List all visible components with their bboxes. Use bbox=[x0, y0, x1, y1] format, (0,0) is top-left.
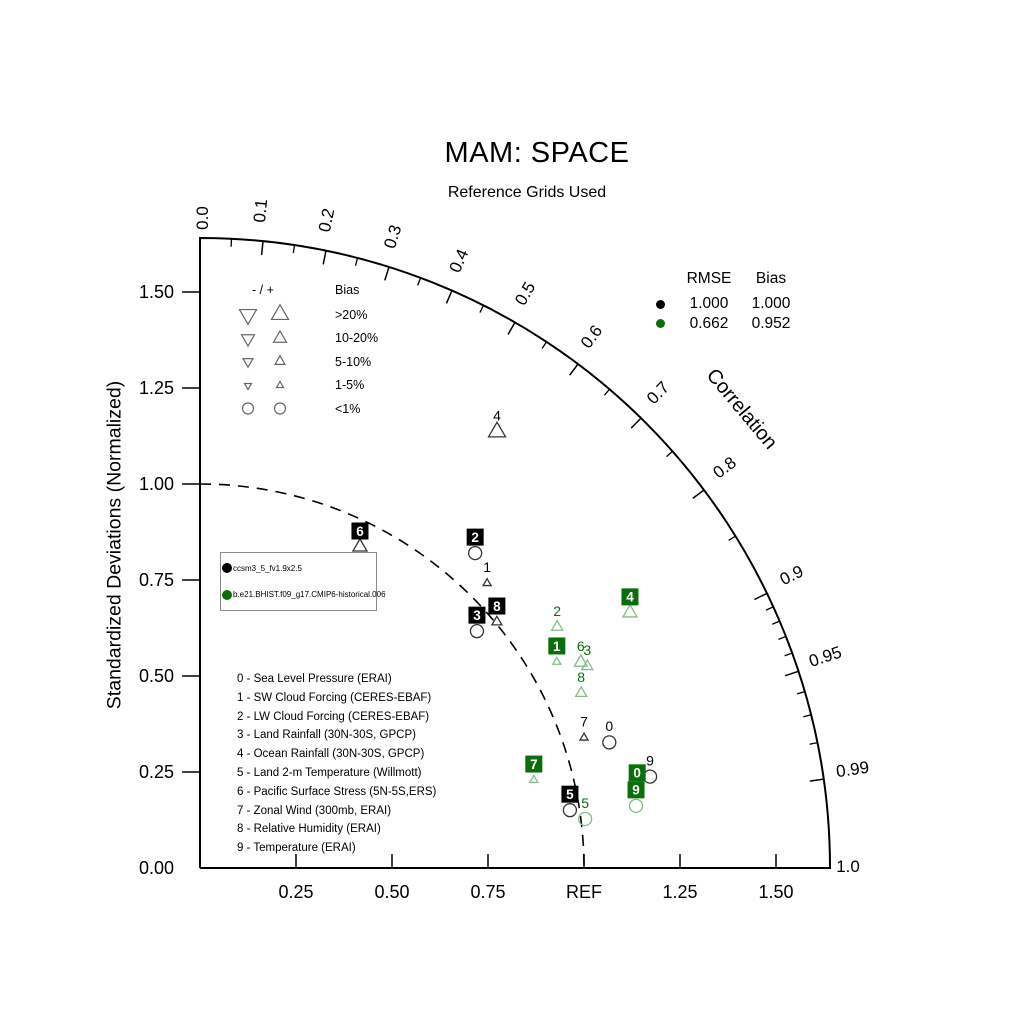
marker-symbol bbox=[353, 539, 367, 551]
corr-minor-tick bbox=[729, 536, 736, 540]
model-name: b.e21.BHIST.f09_g17.CMIP6-historical.006 bbox=[233, 590, 386, 600]
marker-number: 3 bbox=[583, 642, 592, 659]
model-color-dot bbox=[222, 590, 232, 600]
marker-symbol bbox=[552, 621, 563, 631]
marker-symbol bbox=[553, 657, 561, 664]
y-tick-label: 0.50 bbox=[138, 666, 174, 686]
variable-list-item: 9 - Temperature (ERAI) bbox=[237, 842, 356, 855]
marker-symbol bbox=[580, 733, 588, 740]
corr-minor-tick bbox=[785, 653, 793, 656]
bias-range-label: >20% bbox=[335, 307, 368, 322]
bias-legend-row bbox=[228, 374, 378, 398]
marker-number: 0 bbox=[605, 718, 614, 735]
bias-legend-row bbox=[228, 350, 378, 374]
corr-tick-label: 1.0 bbox=[836, 857, 860, 876]
marker-symbol bbox=[489, 422, 506, 437]
bias-symbol-pair bbox=[228, 350, 298, 373]
bias-range-label: 10-20% bbox=[335, 331, 379, 346]
corr-tick-label: 0.6 bbox=[576, 321, 607, 352]
correlation-axis-title: Correlation bbox=[701, 364, 782, 454]
marker-number: 6 bbox=[576, 638, 585, 655]
marker-symbol bbox=[576, 687, 587, 697]
bias-legend-row bbox=[228, 397, 378, 421]
bias-symbol-pair bbox=[228, 397, 298, 420]
corr-minor-tick bbox=[797, 692, 805, 694]
corr-tick-label: 0.9 bbox=[776, 561, 807, 590]
rmse-value: 0.662 bbox=[689, 314, 729, 332]
neutral-bias-circle-icon bbox=[275, 403, 286, 414]
variable-list-item: 0 - Sea Level Pressure (ERAI) bbox=[237, 673, 392, 685]
corr-tick-label: 0.2 bbox=[314, 206, 339, 234]
marker-number: 1 bbox=[553, 638, 561, 654]
y-tick-label: 0.25 bbox=[138, 762, 174, 782]
case-color-dot bbox=[656, 300, 665, 309]
x-tick-label: 0.50 bbox=[374, 882, 410, 902]
corr-major-tick bbox=[570, 364, 578, 375]
marker-symbol bbox=[603, 736, 616, 749]
corr-tick-label: 0.0 bbox=[193, 206, 212, 230]
corr-minor-tick bbox=[604, 389, 609, 395]
rmse-bias-legend-row bbox=[648, 295, 802, 315]
corr-tick-label: 0.8 bbox=[709, 452, 740, 483]
marker-symbol bbox=[530, 775, 538, 782]
corr-minor-tick bbox=[778, 636, 785, 639]
y-tick-label: 1.50 bbox=[138, 282, 174, 302]
corr-minor-tick bbox=[418, 278, 421, 285]
negative-bias-triangle-icon bbox=[242, 334, 255, 345]
variable-list-item: 4 - Ocean Rainfall (30N-30S, GPCP) bbox=[237, 748, 425, 761]
marker-number: 0 bbox=[633, 765, 641, 781]
bias-range-label: <1% bbox=[335, 401, 361, 416]
variable-list-item: 2 - LW Cloud Forcing (CERES-EBAF) bbox=[237, 710, 430, 723]
bias-symbol-pair bbox=[228, 374, 298, 397]
bias-symbol-pair bbox=[228, 327, 298, 350]
corr-minor-tick bbox=[667, 451, 673, 456]
corr-major-tick bbox=[262, 241, 263, 255]
bias-sign-header: - / + bbox=[252, 283, 274, 297]
model-legend-box bbox=[220, 552, 386, 611]
legend-dot-cell bbox=[648, 300, 678, 309]
negative-bias-triangle-icon bbox=[240, 310, 257, 325]
x-tick-label: 1.25 bbox=[662, 882, 698, 902]
chart-subtitle: Reference Grids Used bbox=[447, 184, 607, 201]
corr-minor-tick bbox=[480, 305, 484, 312]
bias-value: 1.000 bbox=[751, 295, 791, 313]
model-color-dot bbox=[222, 563, 232, 573]
marker-number: 5 bbox=[566, 786, 574, 802]
rmse-header: RMSE bbox=[686, 269, 732, 287]
x-tick-label: REF bbox=[566, 882, 602, 902]
marker-number: 8 bbox=[577, 669, 586, 686]
rmse-bias-legend-row bbox=[648, 314, 802, 334]
variable-list-item: 5 - Land 2-m Temperature (Willmott) bbox=[237, 766, 422, 779]
bias-header: Bias bbox=[755, 269, 787, 287]
corr-tick-label: 0.99 bbox=[834, 757, 871, 782]
variable-list bbox=[237, 670, 436, 858]
x-tick-label: 0.25 bbox=[278, 882, 314, 902]
marker-symbol bbox=[563, 804, 576, 817]
model-name: ccsm3_5_fv1.9x2.5 bbox=[233, 563, 302, 573]
marker-number: 1 bbox=[483, 559, 491, 576]
bias-symbol-pair bbox=[228, 303, 298, 326]
corr-major-tick bbox=[810, 779, 824, 781]
y-tick-label: 0.00 bbox=[138, 858, 174, 878]
variable-list-item: 1 - SW Cloud Forcing (CERES-EBAF) bbox=[237, 691, 432, 704]
bias-value: 0.952 bbox=[751, 314, 791, 332]
bias-legend-row bbox=[228, 327, 378, 351]
y-tick-label: 1.25 bbox=[138, 378, 174, 398]
corr-minor-tick bbox=[356, 258, 358, 266]
marker-symbol bbox=[483, 579, 491, 586]
rmse-value: 1.000 bbox=[689, 295, 729, 313]
variable-list-item: 3 - Land Rainfall (30N-30S, GPCP) bbox=[237, 729, 416, 742]
case-color-dot bbox=[656, 319, 665, 328]
marker-number: 3 bbox=[473, 607, 481, 623]
bias-legend-header bbox=[228, 280, 378, 300]
corr-major-tick bbox=[323, 251, 326, 265]
marker-number: 6 bbox=[356, 523, 364, 539]
y-tick-label: 0.75 bbox=[138, 570, 174, 590]
corr-tick-label: 0.5 bbox=[511, 278, 540, 309]
corr-tick-label: 0.95 bbox=[806, 642, 844, 671]
variable-list-item: 6 - Pacific Surface Stress (5N-5S,ERS) bbox=[237, 785, 437, 798]
marker-number: 7 bbox=[580, 713, 588, 730]
marker-number: 2 bbox=[553, 602, 562, 619]
rmse-bias-legend-header bbox=[648, 269, 802, 289]
marker-number: 9 bbox=[646, 752, 654, 769]
bias-range-label: 5-10% bbox=[335, 354, 372, 369]
variable-list-item: 7 - Zonal Wind (300mb, ERAI) bbox=[237, 804, 392, 817]
marker-number: 4 bbox=[626, 589, 634, 605]
marker-number: 5 bbox=[581, 794, 590, 811]
corr-tick-label: 0.3 bbox=[380, 222, 406, 251]
corr-minor-tick bbox=[293, 245, 294, 253]
corr-minor-tick bbox=[766, 607, 773, 610]
y-axis-title: Standardized Deviations (Normalized) bbox=[103, 380, 126, 710]
legend-dot-cell bbox=[648, 319, 678, 328]
marker-symbol bbox=[470, 625, 483, 638]
bias-size-legend bbox=[228, 280, 378, 421]
corr-major-tick bbox=[754, 593, 767, 599]
x-tick-label: 1.50 bbox=[758, 882, 794, 902]
corr-major-tick bbox=[785, 671, 798, 675]
marker-number: 9 bbox=[632, 782, 640, 798]
positive-bias-triangle-icon bbox=[274, 331, 287, 342]
model-legend-row bbox=[221, 563, 376, 573]
negative-bias-triangle-icon bbox=[243, 359, 253, 368]
model-legend-row bbox=[221, 590, 386, 600]
corr-major-tick bbox=[508, 322, 515, 334]
x-tick-label: 0.75 bbox=[470, 882, 506, 902]
marker-symbol bbox=[623, 605, 637, 617]
corr-major-tick bbox=[385, 267, 389, 280]
corr-minor-tick bbox=[772, 621, 779, 624]
corr-minor-tick bbox=[810, 743, 818, 745]
marker-number: 4 bbox=[493, 407, 501, 424]
bias-range-label: 1-5% bbox=[335, 378, 365, 393]
positive-bias-triangle-icon bbox=[272, 305, 289, 320]
corr-tick-label: 0.1 bbox=[249, 198, 272, 224]
marker-number: 8 bbox=[493, 598, 501, 614]
bias-magnitude-header: Bias bbox=[335, 283, 360, 297]
positive-bias-triangle-icon bbox=[275, 356, 285, 365]
marker-symbol bbox=[630, 799, 643, 812]
corr-minor-tick bbox=[803, 715, 811, 717]
corr-major-tick bbox=[631, 418, 641, 428]
chart-title: MAM: SPACE bbox=[444, 137, 630, 169]
y-tick-label: 1.00 bbox=[138, 474, 174, 494]
corr-minor-tick bbox=[542, 342, 546, 349]
variable-list-item: 8 - Relative Humidity (ERAI) bbox=[237, 823, 381, 836]
corr-tick-label: 0.7 bbox=[643, 377, 674, 408]
marker-number: 2 bbox=[471, 529, 479, 545]
negative-bias-triangle-icon bbox=[245, 383, 252, 389]
neutral-bias-circle-icon bbox=[243, 403, 254, 414]
corr-major-tick bbox=[446, 291, 452, 304]
marker-number: 7 bbox=[530, 756, 538, 772]
bias-legend-row bbox=[228, 303, 378, 327]
corr-tick-label: 0.4 bbox=[445, 246, 473, 276]
corr-major-tick bbox=[693, 490, 704, 498]
marker-symbol bbox=[469, 547, 482, 560]
rmse-bias-legend bbox=[648, 269, 802, 334]
positive-bias-triangle-icon bbox=[277, 381, 284, 387]
